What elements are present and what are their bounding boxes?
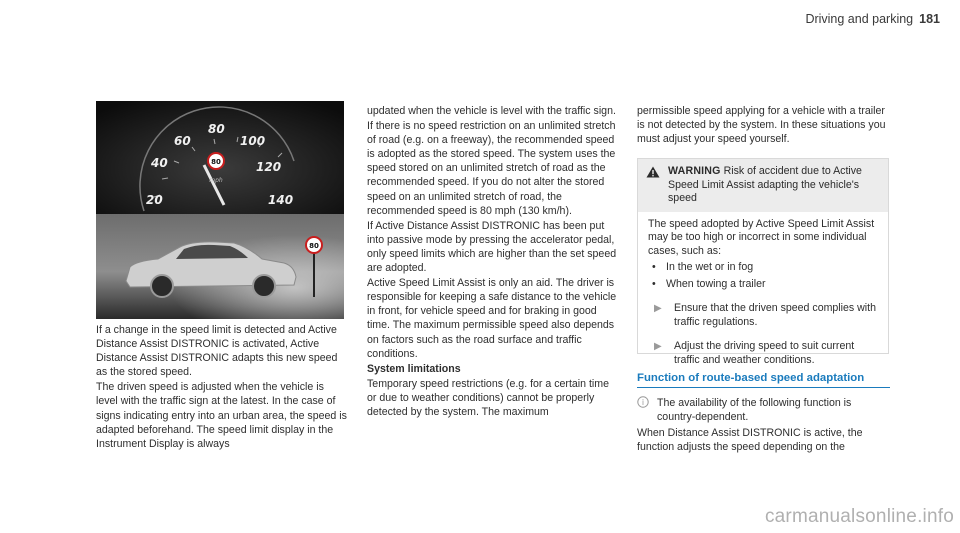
column-2 <box>367 104 619 420</box>
speed-tick-140: 140 <box>268 193 294 207</box>
column-3 <box>637 104 889 147</box>
col3-paragraph-1: permissible speed applying for a vehicle with a trailer is not detected by the system. In these situations you must adjust your speed yourself. <box>637 105 886 146</box>
col2-paragraph-1: updated when the vehicle is level with the traffic sign. <box>367 105 616 117</box>
warning-bullet: • When towing a trailer <box>652 277 766 290</box>
speed-tick-20: 20 <box>146 193 163 207</box>
system-limitations-heading: System limitations <box>367 362 461 375</box>
warning-header <box>638 159 888 212</box>
speed-limit-indicator-value: 80 <box>211 158 221 166</box>
warning-title: Risk of accident due to Active Speed Limit Assist adapting the vehicle's speed <box>668 165 862 204</box>
step-arrow-icon: ▶ <box>654 303 662 314</box>
watermark: carmanualsonline.info <box>764 506 954 527</box>
note <box>637 396 889 424</box>
page-header <box>780 12 940 26</box>
note-text: The availability of the following function is country-dependent. <box>657 397 852 424</box>
step-arrow-icon: ▶ <box>654 341 662 352</box>
col2-paragraph-5: Temporary speed restrictions (e.g. for a certain time or due to weather conditions) cannot be properly detected by the system. The maximum <box>367 377 609 418</box>
warning-step: ▶ Adjust the driving speed to suit current traffic and weather conditions. <box>654 340 855 366</box>
warning-box <box>637 158 889 366</box>
speed-tick-100: 100 <box>240 134 266 148</box>
col2-paragraph-3: If Active Distance Assist DISTRONIC has been put into passive mode by pressing the accelerator pedal, only speed limits which are higher than the set speed are adopted. <box>367 219 617 275</box>
info-note-icon <box>637 396 657 424</box>
section-name: Driving and parking <box>805 12 914 26</box>
section-title: Function of route-based speed adaptation <box>637 372 890 388</box>
speed-unit-label: mph <box>209 177 223 184</box>
col2-paragraph-4: Active Speed Limit Assist is only an aid. The driver is responsible for keeping a safe distance to the vehicle in front, for vehicle speed and for braking in good time. The maximum permissible speed also depends on factors such as the road surface and traffic conditions. <box>367 277 617 360</box>
speed-tick-60: 60 <box>174 134 191 148</box>
svg-text:i: i <box>641 398 645 407</box>
warning-body <box>638 212 888 368</box>
section-paragraph: When Distance Assist DISTRONIC is active, the function adjusts the speed depending on the <box>637 427 863 454</box>
illustration-svg <box>96 101 344 319</box>
col2-paragraph-2: If there is no speed restriction on an unlimited stretch of road (e.g. on a freeway), the recommended speed is adopted as the stored speed. The system uses the speed stored on an unlimited stretch of road as the recommended speed. If you do not alter the stored speed on an unlimited stretch of road, the recommended speed is 80 mph (130 km/h). <box>367 120 616 217</box>
warning-step: ▶ Ensure that the driven speed complies with traffic regulations. <box>654 302 876 328</box>
warning-body-text: The speed adopted by Active Speed Limit Assist may be too high or incorrect in some individual cases, such as: <box>648 217 875 257</box>
speed-tick-80: 80 <box>208 122 225 136</box>
warning-triangle-icon <box>646 165 668 206</box>
col1-paragraph-1: If a change in the speed limit is detected and Active Distance Assist DISTRONIC is activated, Active Distance Assist DISTRONIC adapts this new speed as the stored speed. <box>96 324 338 379</box>
col1-paragraph-2: The driven speed is adjusted when the vehicle is level with the traffic sign at the latest. In the case of signs indicating entry into an urban area, the speed is adapted beforehand. The speed limit display in the Instrument Display is always <box>96 381 347 450</box>
speed-limit-illustration <box>96 101 344 319</box>
warning-label: WARNING <box>668 165 721 177</box>
column-1 <box>96 323 348 452</box>
road-speed-sign-value: 80 <box>309 242 319 250</box>
speed-tick-120: 120 <box>256 160 282 174</box>
speed-tick-40: 40 <box>151 156 168 170</box>
page-number: 181 <box>919 12 940 26</box>
warning-bullet: • In the wet or in fog <box>652 261 754 273</box>
